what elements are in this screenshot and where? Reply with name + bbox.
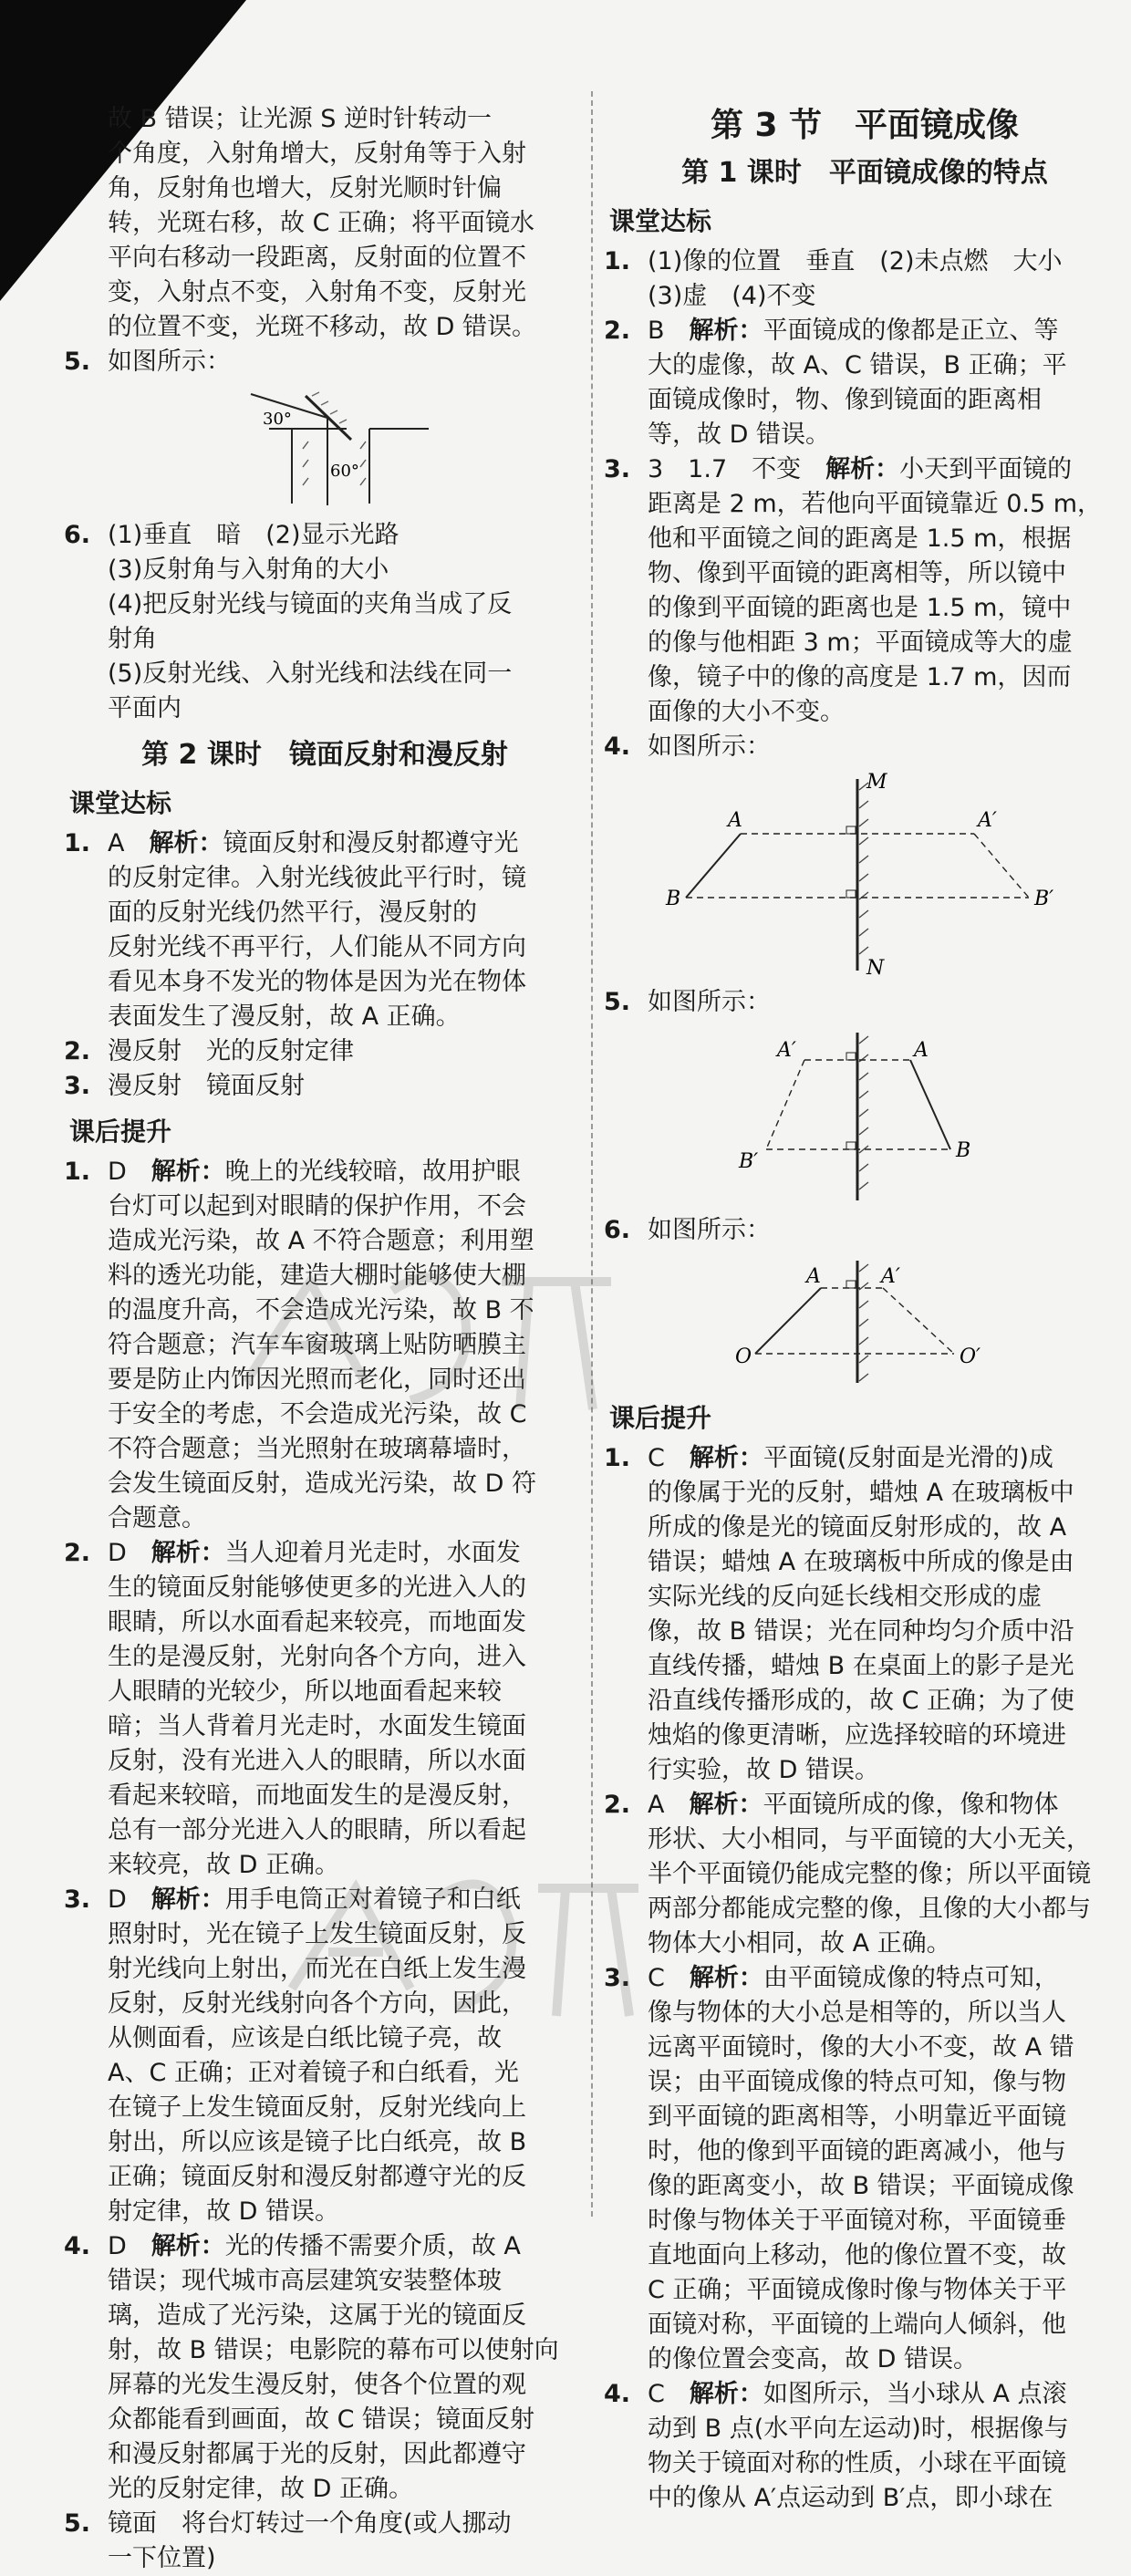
analysis-label: 解析： bbox=[689, 1964, 763, 1992]
text-line: 的反射定律。入射光线彼此平行时，镜 bbox=[108, 864, 526, 892]
text-line: 实际光线的反向延长线相交形成的虚 bbox=[648, 1583, 1042, 1611]
answer-letter: C bbox=[648, 2380, 665, 2408]
text-line: 镜面反射和漫反射都遵守光 bbox=[223, 829, 519, 857]
kt-question-4 bbox=[604, 730, 1126, 764]
angle-label-30: 30° bbox=[263, 410, 292, 429]
text-line: 眼睛，所以水面看起来较亮，而地面发 bbox=[108, 1608, 526, 1636]
text-line: 他和平面镜之间的距离是 1.5 m，根据 bbox=[648, 525, 1072, 553]
text-line: 正确；镜面反射和漫反射都遵守光的反 bbox=[108, 2163, 526, 2191]
text-line: 众都能看到画面，故 C 错误；镜面反射 bbox=[108, 2405, 535, 2434]
section-title: 第 3 节 平面镜成像 bbox=[710, 107, 1020, 144]
text-line: 射角 bbox=[108, 625, 157, 653]
text-line: 如图所示，当小球从 A 点滚 bbox=[763, 2380, 1067, 2408]
point-B-prime-label: B′ bbox=[1034, 888, 1054, 910]
text-line: 暗；当人背着月光走时，水面发生镜面 bbox=[108, 1712, 526, 1740]
analysis-label: 解析： bbox=[150, 2232, 225, 2260]
text-line: 和漫反射都属于光的反射，因此都遵守 bbox=[108, 2440, 526, 2468]
text-line: (5)反射光线、入射光线和法线在同一 bbox=[108, 660, 513, 688]
answer-text: 漫反射 镜面反射 bbox=[108, 1072, 305, 1100]
text-line: 时，他的像到平面镜的距离减小，他与 bbox=[648, 2137, 1066, 2166]
analysis-label: 解析： bbox=[150, 1885, 225, 1914]
text-line: 的像与他相距 3 m；平面镜成等大的虚 bbox=[648, 628, 1073, 657]
kh-question-4 bbox=[64, 2229, 586, 2507]
question-number: 1. bbox=[64, 829, 91, 857]
text-line: 晚上的光线较暗，故用护眼 bbox=[224, 1158, 521, 1186]
text-line: (1)垂直 暗 (2)显示光路 bbox=[108, 521, 399, 549]
text-line: A、C 正确；正对着镜子和白纸看，光 bbox=[108, 2059, 519, 2087]
answer-letter: A bbox=[648, 1791, 665, 1819]
kh-question-3 bbox=[604, 1961, 1126, 2377]
text-line: 看见本身不发光的物体是因为光在物体 bbox=[108, 968, 526, 996]
text-line: 大的虚像，故 A、C 错误，B 正确；平 bbox=[648, 351, 1067, 379]
mirror-figure-6 bbox=[604, 1253, 1126, 1390]
question-text: 如图所示： bbox=[648, 988, 771, 1016]
lesson-1-title: 第 1 课时 平面镜成像的特点 bbox=[681, 157, 1048, 189]
point-A-label: A bbox=[806, 1265, 821, 1288]
reflection-figure bbox=[64, 385, 586, 513]
question-text: 如图所示： bbox=[648, 732, 771, 761]
question-number: 3. bbox=[604, 455, 631, 483]
text-line: (1)像的位置 垂直 (2)未点燃 大小 bbox=[648, 247, 1063, 275]
kh-question-4 bbox=[604, 2377, 1126, 2516]
text-line: 的像到平面镜的距离也是 1.5 m，镜中 bbox=[648, 594, 1072, 622]
text-line: 人眼睛的光较少，所以地面看起来较 bbox=[108, 1678, 502, 1706]
text-line: 在镜子上发生镜面反射，反射光线向上 bbox=[108, 2093, 526, 2122]
text-line: 像与物体的大小总是相等的，所以当人 bbox=[648, 1999, 1066, 2027]
point-A-label: A bbox=[728, 809, 742, 832]
text-line: (3)反射角与入射角的大小 bbox=[108, 556, 389, 584]
text-line: 像，故 B 错误；光在同种均匀介质中沿 bbox=[648, 1617, 1074, 1646]
text-line: 远离平面镜时，像的大小不变，故 A 错 bbox=[648, 2033, 1074, 2062]
text-line: 当人迎着月光走时，水面发 bbox=[224, 1539, 521, 1567]
text-line: 射定律，故 D 错误。 bbox=[108, 2197, 339, 2226]
answer-text: 3 1.7 不变 bbox=[648, 455, 802, 483]
text-line: (3)虚 (4)不变 bbox=[648, 282, 816, 310]
question-number: 6. bbox=[604, 1216, 631, 1244]
text-line: 来较亮，故 D 正确。 bbox=[108, 1851, 339, 1879]
question-number: 4. bbox=[604, 2380, 631, 2408]
text-line: 照射时，光在镜子上发生镜面反射，反 bbox=[108, 1920, 526, 1948]
analysis-label: 解析： bbox=[150, 1158, 225, 1186]
text-line: 直线传播，蜡烛 B 在桌面上的影子是光 bbox=[648, 1652, 1074, 1680]
answer-letter: D bbox=[108, 1158, 127, 1186]
text-line: 的位置不变，光斑不移动，故 D 错误。 bbox=[108, 313, 536, 341]
text-line: 台灯可以起到对眼睛的保护作用，不会 bbox=[108, 1192, 526, 1220]
question-number: 4. bbox=[604, 732, 631, 761]
text-line: 转，光斑右移，故 C 正确；将平面镜水 bbox=[108, 209, 535, 237]
question-number: 1. bbox=[604, 1444, 631, 1472]
text-line: 角，反射角也增大，反射光顺时针偏 bbox=[108, 174, 502, 203]
text-line: 面镜成像时，物、像到镜面的距离相 bbox=[648, 386, 1042, 414]
kh-question-2 bbox=[604, 1788, 1126, 1961]
answer-letter: D bbox=[108, 1885, 127, 1914]
answer-letter: A bbox=[108, 829, 125, 857]
question-number: 5. bbox=[604, 988, 631, 1016]
text-line: 错误；蜡烛 A 在玻璃板中所成的像是由 bbox=[648, 1548, 1074, 1576]
text-line: 物关于镜面对称的性质，小球在平面镜 bbox=[648, 2449, 1066, 2477]
mirror-figure-4 bbox=[604, 770, 1126, 980]
answer-letter: D bbox=[108, 1539, 127, 1567]
point-A-label: A bbox=[914, 1039, 929, 1062]
kt-question-1 bbox=[604, 244, 1126, 314]
angle-label-60: 60° bbox=[330, 462, 359, 481]
text-line: 平面镜(反射面是光滑的)成 bbox=[763, 1444, 1053, 1472]
answer-text: 漫反射 光的反射定律 bbox=[108, 1037, 354, 1065]
text-line: 的像位置会变高，故 D 错误。 bbox=[648, 2345, 978, 2373]
text-line: 面镜对称，平面镜的上端向人倾斜，他 bbox=[648, 2311, 1066, 2339]
text-line: 平面镜成的像都是正立、等 bbox=[763, 317, 1059, 345]
analysis-label: 解析： bbox=[689, 2380, 763, 2408]
text-line: (4)把反射光线与镜面的夹角当成了反 bbox=[108, 590, 513, 618]
text-line: 形状、大小相同，与平面镜的大小无关， bbox=[648, 1825, 1091, 1854]
text-line: 从侧面看，应该是白纸比镜子亮，故 bbox=[108, 2024, 502, 2052]
question-number: 1. bbox=[64, 1158, 91, 1186]
question-number: 6. bbox=[64, 521, 91, 549]
point-B-label: B bbox=[666, 888, 681, 910]
text-line: 动到 B 点(水平向左运动)时，根据像与 bbox=[648, 2415, 1069, 2443]
text-line: 小天到平面镜的 bbox=[899, 455, 1073, 483]
text-line: 沿直线传播形成的，故 C 正确；为了使 bbox=[648, 1687, 1075, 1715]
question-number: 3. bbox=[64, 1072, 91, 1100]
analysis-label: 解析： bbox=[689, 1444, 763, 1472]
text-line: 错误；现代城市高层建筑安装整体玻 bbox=[108, 2267, 502, 2295]
text-line: 误；由平面镜成像的特点可知，像与物 bbox=[648, 2068, 1066, 2096]
kehou-heading: 课后提升 bbox=[609, 1403, 712, 1433]
text-line: 要是防止内饰因光照而老化，同时还出 bbox=[108, 1366, 526, 1394]
question-number: 3. bbox=[64, 1885, 91, 1914]
text-line: 面的反射光线仍然平行，漫反射的 bbox=[108, 898, 477, 927]
answer-letter: C bbox=[648, 1444, 665, 1472]
text-line: 镜面 将台灯转过一个角度(或人挪动 bbox=[108, 2509, 512, 2538]
text-line: 不符合题意；当光照射在玻璃幕墙时， bbox=[108, 1435, 526, 1463]
kt-question-6 bbox=[604, 1213, 1126, 1248]
text-line: 到平面镜的距离相等，小明靠近平面镜 bbox=[648, 2103, 1066, 2131]
kh-question-5 bbox=[64, 2507, 586, 2576]
question-number: 2. bbox=[604, 317, 631, 345]
text-line: 璃，造成了光污染，这属于光的镜面反 bbox=[108, 2301, 526, 2330]
question-number: 3. bbox=[604, 1964, 631, 1992]
text-line: 面像的大小不变。 bbox=[648, 698, 845, 726]
question-5 bbox=[64, 345, 586, 379]
text-line: 反射，反射光线射向各个方向，因此， bbox=[108, 1989, 526, 2018]
text-line: 料的透光功能，建造大棚时能够使大棚 bbox=[108, 1262, 526, 1290]
question-number: 4. bbox=[64, 2232, 91, 2260]
intro-text bbox=[64, 102, 586, 345]
text-line: 烛焰的像更清晰，应选择较暗的环境进 bbox=[648, 1721, 1066, 1750]
text-line: 物体大小相同，故 A 正确。 bbox=[648, 1929, 951, 1958]
text-line: 距离是 2 m，若他向平面镜靠近 0.5 m， bbox=[648, 490, 1103, 518]
text-line: 反射光线不再平行，人们能从不同方向 bbox=[108, 933, 526, 961]
text-line: 看起来较暗，而地面发生的是漫反射， bbox=[108, 1781, 526, 1810]
text-line: 生的镜面反射能够使更多的光进入人的 bbox=[108, 1574, 526, 1602]
text-line: 半个平面镜仍能成完整的像；所以平面镜 bbox=[648, 1860, 1091, 1888]
text-line: 光的传播不需要介质，故 A bbox=[224, 2232, 521, 2260]
question-number: 5. bbox=[64, 2509, 91, 2538]
point-B-label: B bbox=[956, 1139, 971, 1162]
point-A-prime-label: A′ bbox=[978, 809, 997, 832]
text-line: 一下位置) bbox=[108, 2544, 216, 2572]
text-line: 射光线向上射出，而光在白纸上发生漫 bbox=[108, 1955, 526, 1983]
text-line: 的像属于光的反射，蜡烛 A 在玻璃板中 bbox=[648, 1479, 1074, 1507]
text-line: 两部分都能成完整的像，且像的大小都与 bbox=[648, 1895, 1091, 1923]
ketang-heading: 课堂达标 bbox=[609, 206, 712, 236]
analysis-label: 解析： bbox=[689, 1791, 763, 1819]
text-line: 用手电筒正对着镜子和白纸 bbox=[224, 1885, 521, 1914]
text-line: 光的反射定律，故 D 正确。 bbox=[108, 2475, 413, 2503]
analysis-label: 解析： bbox=[689, 317, 763, 345]
analysis-label: 解析： bbox=[825, 455, 900, 483]
text-line: 会发生镜面反射，造成光污染，故 D 符 bbox=[108, 1470, 536, 1498]
mirror-M-label: M bbox=[866, 771, 887, 794]
question-6 bbox=[64, 518, 586, 726]
text-line: 个角度，入射角增大，反射角等于入射 bbox=[108, 140, 526, 168]
question-number: 2. bbox=[64, 1539, 91, 1567]
text-line: 总有一部分光进入人的眼睛，所以看起 bbox=[108, 1816, 526, 1844]
question-number: 2. bbox=[604, 1791, 631, 1819]
lesson-2-title: 第 2 课时 镜面反射和漫反射 bbox=[141, 739, 508, 771]
text-line: 射出，所以应该是镜子比白纸亮，故 B bbox=[108, 2128, 527, 2156]
answer-letter: B bbox=[648, 317, 665, 345]
text-line: 物、像到平面镜的距离相等，所以镜中 bbox=[648, 559, 1066, 587]
point-A-prime-label: A′ bbox=[777, 1039, 796, 1062]
mirror-N-label: N bbox=[866, 957, 885, 980]
kh-question-1 bbox=[604, 1441, 1126, 1788]
text-line: 反射，没有光进入人的眼睛，所以水面 bbox=[108, 1747, 526, 1775]
analysis-label: 解析： bbox=[150, 1539, 225, 1567]
text-line: 于安全的考虑，不会造成光污染，故 C bbox=[108, 1400, 527, 1428]
question-text: 如图所示： bbox=[108, 348, 231, 376]
question-text: 如图所示： bbox=[648, 1216, 771, 1244]
question-number: 2. bbox=[64, 1037, 91, 1065]
watermark bbox=[274, 1861, 657, 2043]
kt-question-2 bbox=[604, 314, 1126, 452]
point-B-prime-label: B′ bbox=[739, 1150, 759, 1173]
ketang-heading: 课堂达标 bbox=[69, 788, 172, 818]
text-line: 等，故 D 错误。 bbox=[648, 421, 830, 449]
watermark bbox=[228, 1245, 629, 1437]
question-number: 5. bbox=[64, 348, 91, 376]
text-line: 所成的像是光的镜面反射形成的，故 A bbox=[648, 1513, 1067, 1542]
text-line: 造成光污染，故 A 不符合题意；利用塑 bbox=[108, 1227, 534, 1255]
text-line: C 正确；平面镜成像时像与物体关于平 bbox=[648, 2276, 1067, 2304]
kehou-heading: 课后提升 bbox=[69, 1117, 172, 1147]
kt-question-2 bbox=[64, 1034, 586, 1069]
kh-question-2 bbox=[64, 1536, 586, 1883]
text-line: 生的是漫反射，光射向各个方向，进入 bbox=[108, 1643, 526, 1671]
point-O-label: O bbox=[735, 1345, 752, 1368]
kt-question-3 bbox=[64, 1069, 586, 1104]
question-number: 1. bbox=[604, 247, 631, 275]
kt-question-1 bbox=[64, 826, 586, 1034]
text-line: 合题意。 bbox=[108, 1504, 206, 1532]
text-line: 平面内 bbox=[108, 694, 182, 722]
answer-letter: D bbox=[108, 2232, 127, 2260]
kt-question-5 bbox=[604, 985, 1126, 1020]
text-line: 平向右移动一段距离，反射面的位置不 bbox=[108, 244, 526, 272]
text-line: 射，故 B 错误；电影院的幕布可以使射向 bbox=[108, 2336, 559, 2364]
text-line: 平面镜所成的像，像和物体 bbox=[763, 1791, 1059, 1819]
answer-letter: C bbox=[648, 1964, 665, 1992]
text-line: 屏幕的光发生漫反射，使各个位置的观 bbox=[108, 2371, 526, 2399]
text-line: 时像与物体关于平面镜对称，平面镜垂 bbox=[648, 2207, 1066, 2235]
text-line: 中的像从 A′点运动到 B′点，即小球在 bbox=[648, 2484, 1053, 2512]
text-line: 像，镜子中的像的高度是 1.7 m，因而 bbox=[648, 663, 1072, 691]
text-line: 像的距离变小，故 B 错误；平面镜成像 bbox=[648, 2172, 1074, 2200]
text-line: 符合题意；汽车车窗玻璃上贴防晒膜主 bbox=[108, 1331, 526, 1359]
text-line: 的温度升高，不会造成光污染，故 B 不 bbox=[108, 1296, 534, 1324]
text-line: 表面发生了漫反射，故 A 正确。 bbox=[108, 1002, 461, 1031]
right-column bbox=[604, 102, 1126, 2516]
analysis-label: 解析： bbox=[149, 829, 223, 857]
mirror-figure-5 bbox=[604, 1025, 1126, 1208]
text-line: 直地面向上移动，他的像位置不变，故 bbox=[648, 2241, 1066, 2270]
text-line: 行实验，故 D 错误。 bbox=[648, 1756, 879, 1784]
text-line: 由平面镜成像的特点可知， bbox=[763, 1964, 1059, 1992]
text-line: 故 B 错误；让光源 S 逆时针转动一 bbox=[108, 105, 492, 133]
kt-question-3 bbox=[604, 452, 1126, 730]
text-line: 变，入射点不变，入射角不变，反射光 bbox=[108, 278, 526, 306]
point-A-prime-label: A′ bbox=[881, 1265, 900, 1288]
point-O-prime-label: O′ bbox=[960, 1345, 981, 1368]
